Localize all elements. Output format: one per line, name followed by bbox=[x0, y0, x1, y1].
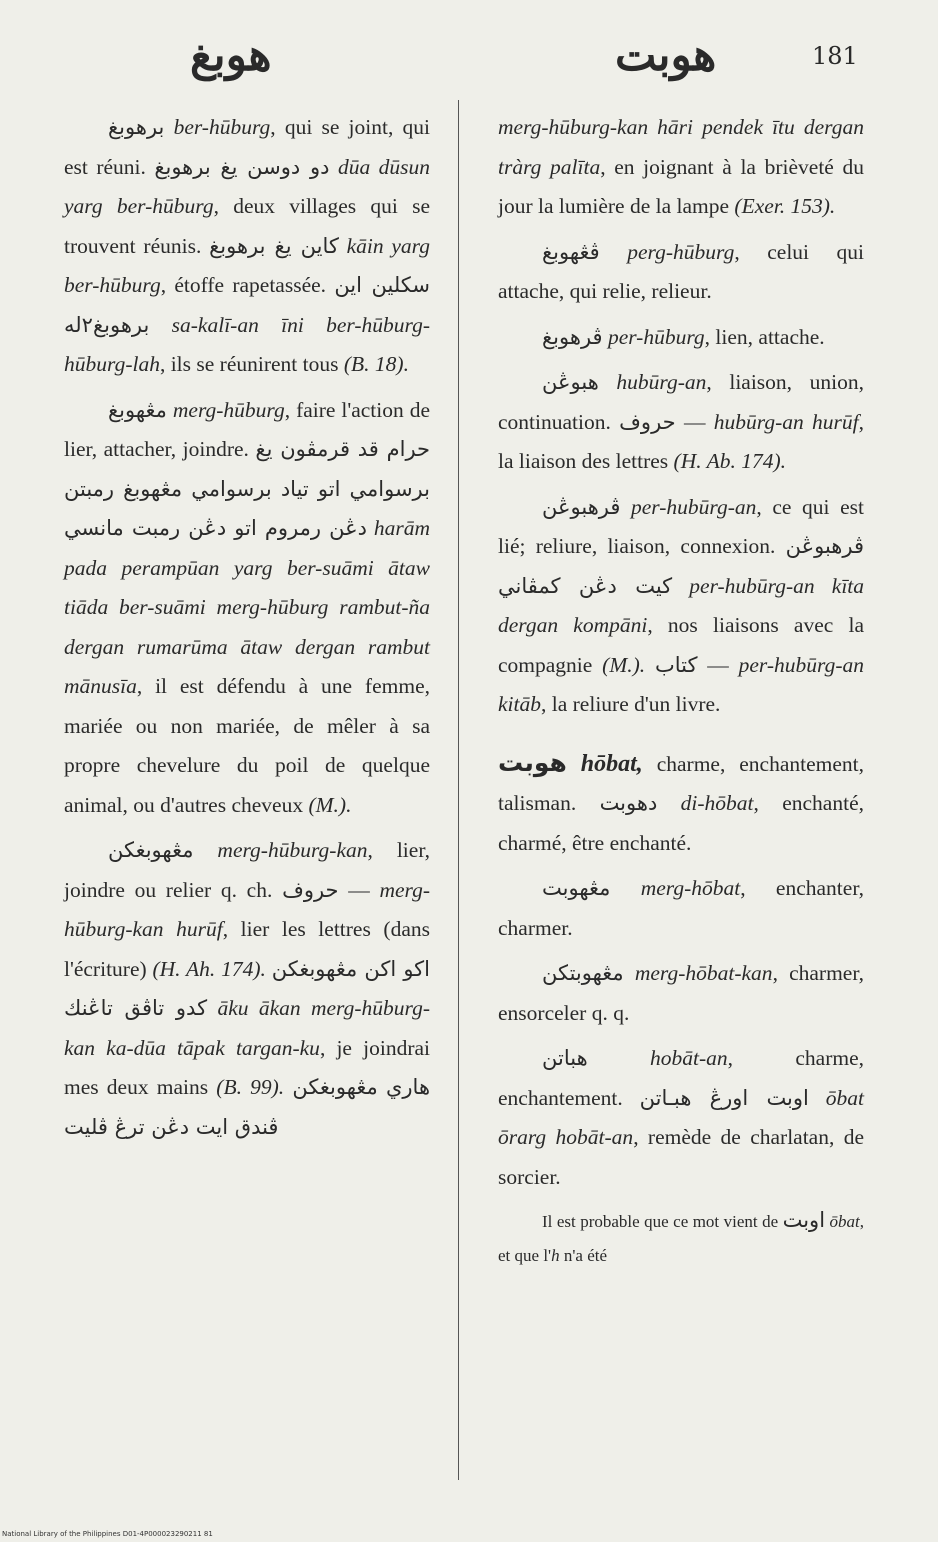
arabic-example: اكو اكن مڠهوبغكن كدو تاڤق تاڠنك bbox=[64, 956, 430, 1020]
definition-text: , ils se réunirent tous bbox=[159, 352, 344, 376]
transliteration: hobāt-an bbox=[650, 1046, 728, 1070]
definition-text: , liaison, union, continuation. bbox=[498, 370, 865, 434]
transliteration: merg-hūburg-kan hāri pendek ītu dergan tràrg palīta bbox=[498, 115, 864, 179]
note-text: , et que l' bbox=[498, 1212, 864, 1265]
entry-merg-huburg-kan bbox=[64, 831, 430, 1147]
entry-hobat-an bbox=[498, 1039, 864, 1197]
definition-text: , lier, joindre ou relier q. ch. bbox=[64, 838, 430, 902]
dash: — bbox=[338, 877, 380, 902]
transliteration: ōbat bbox=[829, 1212, 860, 1231]
definition-text: , enchanté, charmé, être enchanté. bbox=[498, 791, 864, 855]
definition-text: , lier les lettres (dans l'écriture) bbox=[64, 917, 430, 981]
etymology-note bbox=[498, 1203, 864, 1273]
source-reference: (H. Ab. 174). bbox=[673, 449, 787, 473]
entry-continuation bbox=[498, 108, 864, 227]
definition-text: , lien, attache. bbox=[704, 324, 825, 349]
arabic-term: برهوبغ bbox=[108, 115, 165, 139]
definition-text: , enchanter, charmer. bbox=[498, 876, 864, 940]
definition-text: , faire l'action de lier, attacher, joindre. bbox=[64, 397, 430, 461]
entry-per-huburg bbox=[498, 318, 864, 358]
column-divider bbox=[458, 100, 459, 1480]
arabic-example: ڤرهبوڠن كيت دڠن كمڤاني bbox=[498, 534, 864, 598]
entry-merg-huburg bbox=[64, 391, 430, 826]
arabic-example: اوبت اورڠ هبـاتن bbox=[639, 1085, 809, 1110]
definition-text: , il est défendu à une femme, mariée ou non mariée, de mêler à sa propre chevelure du poil de quelque animal, ou d'autres cheveux bbox=[64, 674, 430, 817]
source-reference: (M.). bbox=[602, 652, 646, 677]
arabic-term: ڤرهوبغ bbox=[542, 324, 603, 349]
transliteration: perg-hūburg bbox=[627, 239, 735, 264]
transliteration: ōbat ōrarg hobāt-an bbox=[498, 1085, 865, 1149]
definition-text: , celui qui attache, qui relie, relieur. bbox=[498, 239, 864, 303]
transliteration: h bbox=[551, 1246, 560, 1265]
arabic-example: حروف bbox=[619, 409, 676, 434]
arabic-example: سكلين اين برهوبغ٢له bbox=[64, 273, 430, 337]
arabic-term: مڠهوبت bbox=[542, 876, 611, 900]
definition-text: , qui se joint, qui est réuni. bbox=[64, 115, 430, 179]
definition-text: , charme, enchantement. bbox=[498, 1046, 865, 1110]
definition-text: , deux villages qui se trouvent réunis. bbox=[64, 194, 430, 258]
transliteration: merg-hōbat bbox=[640, 876, 741, 900]
definition-text: charme, enchantement, talisman. bbox=[498, 751, 864, 815]
transliteration: ber-hūburg bbox=[173, 115, 271, 139]
arabic-term: ڤرهبوڠن bbox=[542, 494, 621, 519]
entry-merg-hobat bbox=[498, 869, 864, 948]
transliteration: hubūrg-an hurūf bbox=[713, 409, 859, 434]
transliteration: dūa dūsun yarg ber-hūburg bbox=[64, 154, 430, 218]
left-running-head: هوبغ bbox=[190, 30, 272, 81]
transliteration: āku ākan merg-hūburg-kan ka-dūa tāpak targan-ku bbox=[64, 996, 430, 1060]
entry-perg-huburg bbox=[498, 233, 864, 312]
definition-text: , étoffe rapetassée. bbox=[160, 273, 335, 297]
transliteration: merg-hūburg bbox=[172, 397, 285, 422]
arabic-example: كاين يغ برهوبغ bbox=[209, 233, 339, 258]
arabic-example: دهوبت bbox=[599, 791, 658, 815]
transliteration: per-hubūrg-an kīta dergan kompāni bbox=[498, 573, 865, 637]
note-text: Il est probable que ce mot vient de bbox=[542, 1212, 783, 1231]
arabic-example: حرام قد قرمڤون يغ برسوامي اتو تياد برسوامي مڠهوبغ رمبتن دڠن رمروم اتو دڠن رمبت مانسي bbox=[64, 437, 431, 540]
scan-footer: National Library of the Philippines D01-4P000023290211 81 bbox=[2, 1530, 213, 1538]
dash: — bbox=[697, 652, 739, 677]
definition-text: , charmer, ensorceler q. q. bbox=[498, 961, 865, 1025]
arabic-example: كتاب bbox=[654, 652, 698, 677]
definition-text: , je joindrai mes deux mains bbox=[64, 1035, 430, 1099]
entry-ber-huburg bbox=[64, 108, 430, 385]
transliteration: merg-hūburg-kan hurūf bbox=[64, 877, 431, 941]
source-reference: (Exer. 153). bbox=[734, 194, 836, 218]
headword-entry-hobat bbox=[498, 743, 864, 864]
transliteration: harām pada perampūan yarg ber-suāmi ātaw tiāda ber-suāmi merg-hūburg rambut-ña dergan rumarūma ātaw dergan rambut mānusīa bbox=[64, 516, 430, 698]
arabic-term: هباتن bbox=[542, 1046, 588, 1070]
entry-merg-hobat-kan bbox=[498, 954, 864, 1033]
dash: — bbox=[675, 409, 714, 434]
arabic-term: مڠهوبتكن bbox=[542, 961, 624, 985]
arabic-example: هاري ڤندق ايت دڠن ترڠ ڤليت bbox=[64, 1075, 431, 1139]
source-reference: (H. Ah. 174). bbox=[152, 956, 266, 981]
definition-text: , ce qui est lié; reliure, liaison, connexion. bbox=[498, 494, 865, 558]
note-text: n'a été bbox=[559, 1246, 608, 1265]
definition-text: , nos liaisons avec la compagnie bbox=[498, 613, 864, 677]
definition-text: , la reliure d'un livre. bbox=[541, 692, 721, 716]
definition-text: , remède de charlatan, de sorcier. bbox=[498, 1125, 864, 1189]
source-reference: (B. 99). bbox=[216, 1075, 285, 1099]
right-column bbox=[498, 108, 864, 1279]
entry-per-huburg-an bbox=[498, 488, 864, 725]
headword-arabic: هوبت bbox=[498, 747, 567, 777]
left-column bbox=[64, 108, 430, 1153]
transliteration: di-hōbat bbox=[680, 791, 754, 815]
arabic-term: مڠهوبغكن bbox=[108, 838, 194, 862]
source-reference: (B. 18). bbox=[343, 352, 409, 376]
transliteration: merg-hōbat-kan bbox=[634, 961, 773, 985]
transliteration: kāin yarg ber-hūburg bbox=[64, 233, 430, 297]
transliteration: per-hubūrg-an bbox=[631, 494, 757, 519]
headword: hōbat, bbox=[580, 750, 643, 777]
entry-huburg-an bbox=[498, 363, 864, 482]
arabic-term: هبوڠن bbox=[542, 370, 599, 394]
arabic-term: اوبت bbox=[782, 1208, 826, 1232]
arabic-term: مڠهوبغ bbox=[108, 397, 167, 422]
transliteration: per-hubūrg-an kitāb bbox=[498, 652, 865, 716]
page-number: 181 bbox=[812, 42, 858, 70]
definition-text: , la liaison des lettres bbox=[498, 409, 864, 473]
arabic-example: مڠهوبغكن bbox=[292, 1075, 378, 1099]
arabic-example: دو دوسن يغ برهوبغ bbox=[154, 154, 330, 179]
transliteration: sa-kalī-an īni ber-hūburg-hūburg-lah bbox=[64, 312, 431, 376]
arabic-term: ڤڠهوبغ bbox=[542, 239, 600, 264]
right-running-head: هوبت bbox=[615, 30, 717, 81]
definition-text: , en joignant à la brièveté du jour la lumière de la lampe bbox=[498, 154, 864, 218]
arabic-example: حروف bbox=[282, 877, 339, 902]
transliteration: per-hūburg bbox=[607, 324, 705, 349]
transliteration: hubūrg-an bbox=[616, 370, 707, 394]
transliteration: merg-hūburg-kan bbox=[217, 838, 368, 862]
source-reference: (M.). bbox=[308, 792, 352, 817]
